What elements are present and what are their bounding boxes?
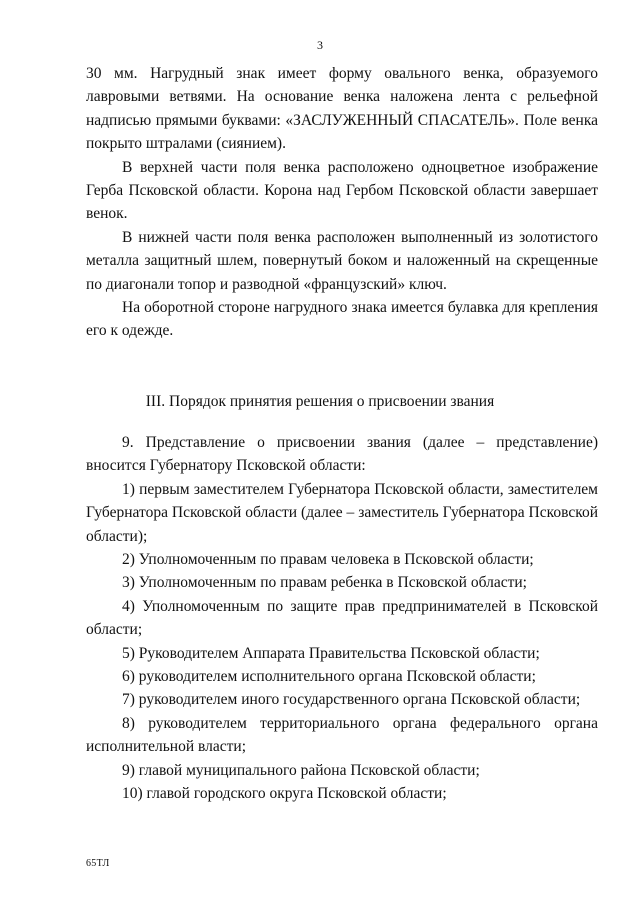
list-item: 5) Руководителем Аппарата Правительства Псковской области; xyxy=(122,644,540,662)
list-item: 7) руководителем иного государственного органа Псковской области; xyxy=(122,691,581,709)
list-item: 1) первым заместителем Губернатора Псковской области, заместителем Губернатора Псковской области (далее – заместитель Губернатора Псковской области); xyxy=(86,480,598,545)
list-item: 4) Уполномоченным по защите прав предпринимателей в Псковской области; xyxy=(86,597,598,639)
paragraph-intro: 9. Представление о присвоении звания (далее – представление) вносится Губернатору Псковской области: xyxy=(86,434,598,475)
list-item: 9) главой муниципального района Псковской области; xyxy=(122,761,480,779)
decision-procedure-section xyxy=(86,431,598,806)
list-item: 3) Уполномоченным по правам ребенка в Псковской области; xyxy=(122,574,527,592)
section-heading: III. Порядок принятия решения о присвоении звания xyxy=(145,393,495,410)
document-code: 65ТЛ xyxy=(86,858,110,869)
paragraph-reverse-side: На оборотной стороне нагрудного знака имеется булавка для крепления его к одежде. xyxy=(86,299,598,340)
list-item: 2) Уполномоченным по правам человека в Псковской области; xyxy=(122,551,534,569)
page-number: 3 xyxy=(317,38,323,52)
paragraph-helmet: В нижней части поля венка расположен выполненный из золотистого металла защитный шлем, повернутый боком и наложенный на скрещенные по диагонали топор и разводной «французский» ключ. xyxy=(86,228,598,293)
list-item: 10) главой городского округа Псковской области; xyxy=(122,785,447,803)
badge-description-section xyxy=(86,62,598,343)
list-item: 8) руководителем территориального органа федерального органа исполнительной власти; xyxy=(86,714,598,756)
list-item: 6) руководителем исполнительного органа Псковской области; xyxy=(122,668,536,686)
paragraph-badge-shape: 30 мм. Нагрудный знак имеет форму овального венка, образуемого лавровыми ветвями. На основание венка наложена лента с рельефной надписью прямыми буквами: «ЗАСЛУЖЕННЫЙ СПАСАТЕЛЬ». Поле венка покрыто штралами (сиянием). xyxy=(86,65,598,153)
paragraph-coat-of-arms: В верхней части поля венка расположено одноцветное изображение Герба Псковской области. Корона над Гербом Псковской области завершает венок. xyxy=(86,158,598,223)
